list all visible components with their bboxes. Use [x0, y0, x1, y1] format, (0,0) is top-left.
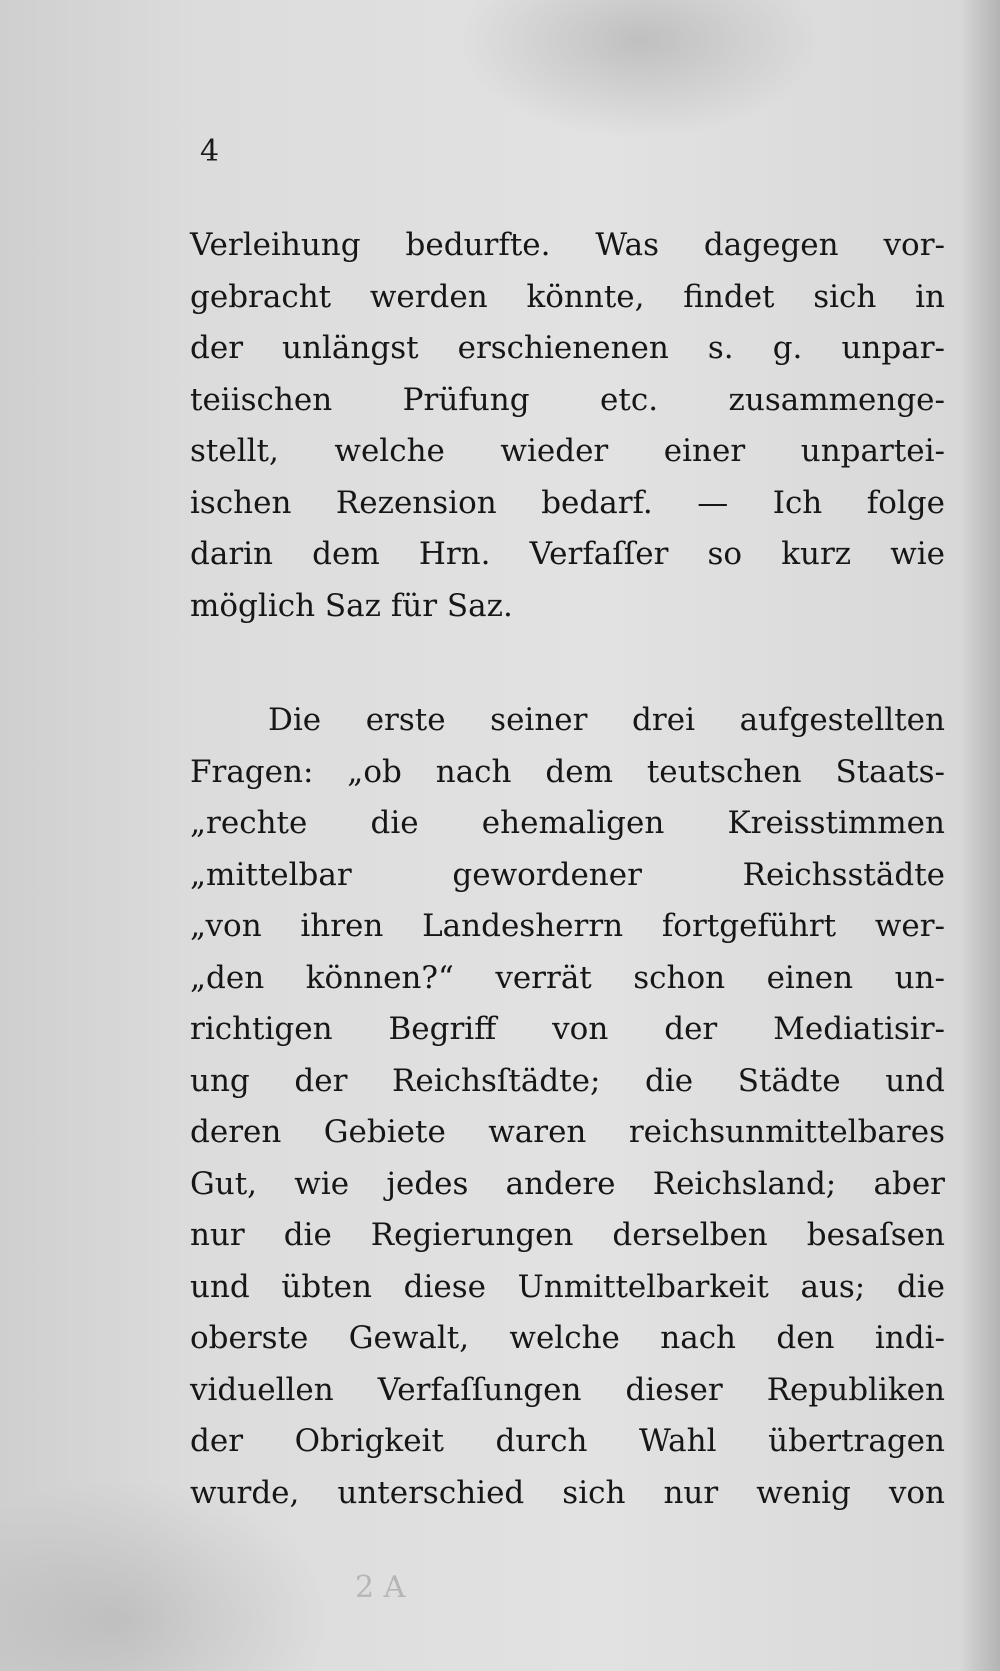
text-line: richtigen Begriff von der Mediatisir-	[190, 1011, 945, 1047]
paragraph-2	[190, 695, 945, 1519]
text-line: gebracht werden könnte, findet sich in	[190, 278, 945, 315]
text-line: „mittelbar gewordener Reichsstädte	[190, 856, 945, 893]
paragraph-1	[190, 220, 945, 632]
text-line: ung der Reichsſtädte; die Städte und	[190, 1062, 945, 1099]
text-line: oberste Gewalt, welche nach den indi-	[190, 1320, 945, 1356]
text-line: der unlängst erschienenen s. g. unpar-	[190, 330, 945, 366]
text-line: stellt, welche wieder einer unpartei-	[190, 433, 945, 469]
text-line: Fragen: „ob nach dem teutschen Staats-	[190, 753, 945, 790]
text-line: nur die Regierungen derselben besaſsen	[190, 1217, 945, 1253]
text-line: Verleihung bedurfte. Was dagegen vor-	[190, 227, 945, 263]
text-line: der Obrigkeit durch Wahl übertragen	[190, 1423, 945, 1459]
signature-mark: 2 A	[355, 1570, 406, 1605]
text-line: „von ihren Landesherrn fortgeführt wer-	[190, 908, 945, 944]
text-line: viduellen Verfaſſungen dieser Republiken	[190, 1371, 945, 1408]
page-number: 4	[200, 134, 220, 169]
text-line: ischen Rezension bedarf. — Ich folge	[190, 484, 945, 521]
text-line: wurde, unterschied sich nur wenig von	[190, 1474, 945, 1511]
text-line: „rechte die ehemaligen Kreisstimmen	[190, 805, 945, 841]
text-line: deren Gebiete waren reichsunmittelbares	[190, 1114, 945, 1150]
text-line: Gut, wie jedes andere Reichsland; aber	[190, 1165, 945, 1202]
page-edge-shadow	[960, 0, 1000, 1671]
text-line: „den können?“ verrät schon einen un-	[190, 959, 945, 996]
text-line: darin dem Hrn. Verfaſſer so kurz wie	[190, 536, 945, 572]
text-line: möglich Saz für Saz.	[190, 587, 513, 624]
text-line: teiischen Prüfung etc. zusammenge-	[190, 381, 945, 418]
text-line: und übten diese Unmittelbarkeit aus; die	[190, 1268, 945, 1305]
text-line: Die erste seiner drei aufgestellten	[268, 702, 945, 738]
